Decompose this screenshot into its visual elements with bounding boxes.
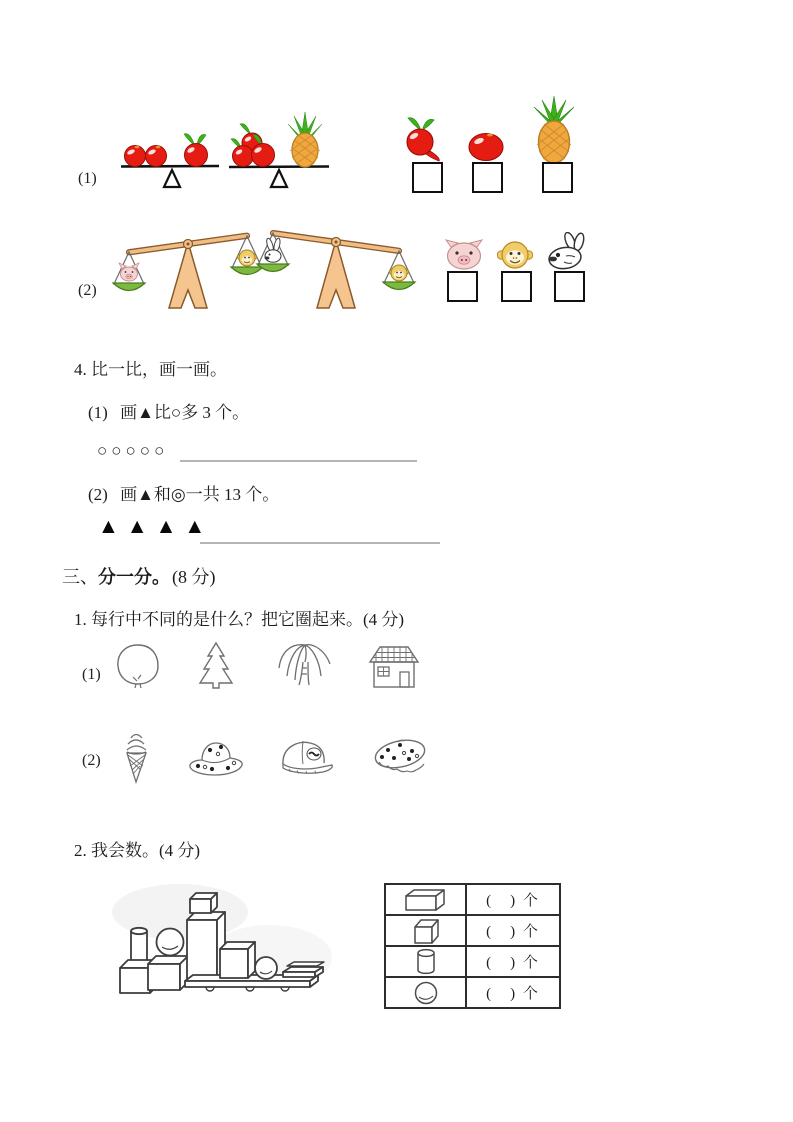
count-answer-cube[interactable]: ( ) 个: [466, 915, 560, 946]
monkey-icon: [497, 240, 533, 270]
section3-points: (8 分): [172, 567, 216, 587]
willow-tree-icon[interactable]: [277, 640, 333, 686]
table-row: [385, 977, 560, 1008]
answer-box-radish[interactable]: [412, 162, 443, 193]
monkey-icon-small: [389, 265, 408, 281]
cube-icon: [190, 893, 217, 913]
count-answer-cylinder[interactable]: ( ) 个: [466, 946, 560, 977]
q4-sub1: [88, 398, 249, 423]
sphere-icon: [255, 957, 277, 979]
count-answer-sphere[interactable]: ( ) 个: [466, 977, 560, 1008]
apple-icon: [125, 146, 146, 167]
round-tree-icon[interactable]: [115, 643, 161, 689]
answer-box-pineapple[interactable]: [542, 162, 573, 193]
apple-icon: [146, 146, 167, 167]
pineapple-icon: [530, 94, 578, 168]
prior-item1-label: (1): [78, 170, 97, 187]
sec3-q1-row2-label: (2): [82, 752, 101, 769]
pine-tree-icon[interactable]: [198, 641, 234, 689]
balance-scale-rabbit-monkey: [248, 226, 423, 316]
rabbit-icon-small: [265, 238, 282, 263]
sec3-q1-text: 1. 每行中不同的是什么？把它圈起来。(4 分): [74, 610, 405, 629]
given-triangles: ▲▲▲▲: [98, 514, 214, 538]
sec3-q2-text: 2. 我会数。(4 分): [74, 841, 201, 860]
cylinder-icon: [415, 947, 437, 976]
sphere-icon: [157, 929, 184, 956]
prior-item2-label: (2): [78, 282, 97, 299]
pig-icon: [444, 238, 484, 270]
q4-sub2-text: 画▲和◎一共 13 个。: [120, 485, 280, 504]
pig-icon-small: [119, 263, 139, 281]
cube-icon: [220, 942, 255, 978]
sec3-q1-row1-label: (1): [82, 666, 101, 683]
rabbit-icon: [544, 232, 588, 270]
building-blocks-picture: [110, 882, 332, 1002]
q4-sub2-label: (2): [88, 485, 108, 504]
fulcrum-triangle-icon: [164, 170, 180, 187]
count-answer-cuboid[interactable]: ( ) 个: [466, 884, 560, 915]
house-icon[interactable]: [368, 644, 420, 688]
beret-icon[interactable]: [372, 738, 430, 778]
table-row: [385, 915, 560, 946]
table-row: [385, 884, 560, 915]
draw-line-2[interactable]: [200, 542, 440, 544]
given-circles: ○○○○○: [97, 441, 169, 460]
baseball-cap-icon[interactable]: [277, 737, 335, 777]
fulcrum-triangle-icon: [271, 170, 287, 187]
seesaw-apples-radish: [118, 128, 222, 192]
radish-icon: [184, 134, 208, 167]
sun-hat-icon[interactable]: [187, 739, 245, 779]
ice-cream-icon[interactable]: [121, 730, 151, 784]
q4-sub1-text: 画▲比○多 3 个。: [120, 403, 250, 422]
answer-box-pig[interactable]: [447, 271, 478, 302]
section3-number: 三、: [62, 567, 98, 587]
cube-icon: [148, 956, 188, 990]
draw-line-1[interactable]: [180, 460, 417, 462]
balance-scale-pig-monkey: [112, 230, 264, 314]
sphere-icon: [413, 980, 439, 1006]
apple-icon: [464, 128, 508, 164]
table-row: [385, 946, 560, 977]
answer-box-apple[interactable]: [472, 162, 503, 193]
q4-sub2: [88, 480, 279, 505]
answer-box-rabbit[interactable]: [554, 271, 585, 302]
seesaw-radishes-pineapple: [226, 98, 332, 192]
cube-icon: [411, 916, 441, 945]
section3-name: 分一分。: [98, 567, 170, 587]
pineapple-icon: [288, 112, 322, 167]
cylinder-icon: [131, 928, 147, 963]
plank-icon: [283, 962, 324, 977]
section3-title: [62, 563, 216, 589]
cuboid-icon: [403, 887, 449, 913]
count-table: [384, 883, 561, 1009]
q4-sub1-label: (1): [88, 403, 108, 422]
q4-title: 4. 比一比，画一画。: [74, 360, 227, 379]
radish-icon: [398, 114, 444, 166]
answer-box-monkey[interactable]: [501, 271, 532, 302]
